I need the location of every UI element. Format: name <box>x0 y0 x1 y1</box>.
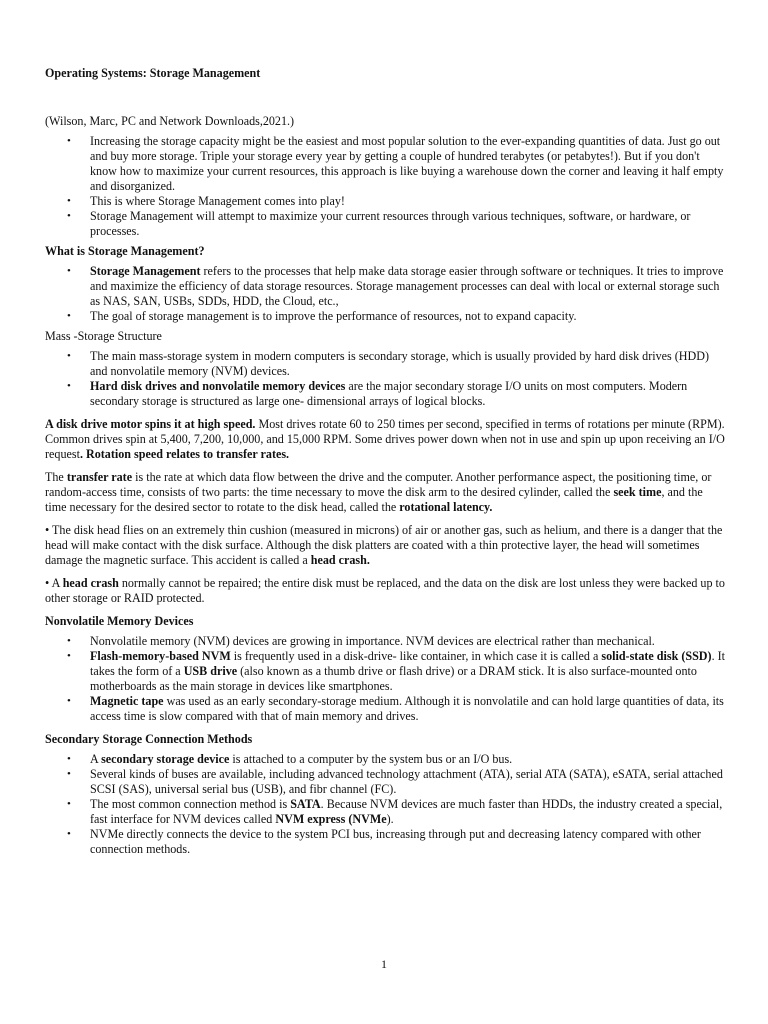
list-item: • Nonvolatile memory (NVM) devices are growing in importance. NVM devices are electrical rather than mechanical. <box>67 634 655 648</box>
bullet-icon: • <box>67 350 71 362</box>
storage-management-bullet-list <box>45 264 727 324</box>
paragraph-transfer-rate: The transfer rate is the rate at which data flow between the drive and the computer. Another performance aspect, the positioning time, or random-access time, consists of two parts: the time necessary to move the disk arm to the desired cylinder, called the seek time, and the time necessary for the desired sector to rotate to the disk head, called the rotational latency. <box>45 470 712 514</box>
list-item: • This is where Storage Management comes into play! <box>67 194 345 208</box>
paragraph-head-crash: • A head crash normally cannot be repaired; the entire disk must be replaced, and the data on the disk are lost unless they were backed up to other storage or RAID protected. <box>45 576 725 605</box>
bullet-icon: • <box>67 135 71 147</box>
bullet-icon: • <box>67 650 71 662</box>
section-heading-mass-storage: Mass -Storage Structure <box>45 329 162 343</box>
bullet-icon: • <box>67 753 71 765</box>
bullet-icon: • <box>67 828 71 840</box>
list-item: • Magnetic tape was used as an early secondary-storage medium. Although it is nonvolatile and can hold large quantities of data, its access time is slow compared with that of main memory and drives. <box>67 694 724 723</box>
list-item: • Hard disk drives and nonvolatile memory devices are the major secondary storage I/O units on most computers. Modern secondary storage is structured as large one- dimensional arrays of logical blocks. <box>67 379 688 408</box>
list-item: • NVMe directly connects the device to the system PCI bus, increasing through put and decreasing latency compared with other connection methods. <box>67 827 701 856</box>
list-item: • The goal of storage management is to improve the performance of resources, not to expand capacity. <box>67 309 577 323</box>
page-number: 1 <box>381 957 387 971</box>
bullet-icon: • <box>67 195 71 207</box>
bullet-icon: • <box>67 635 71 647</box>
bullet-icon: • <box>67 768 71 780</box>
connection-methods-bullet-list <box>45 752 727 857</box>
paragraph-disk-head: • The disk head flies on an extremely thin cushion (measured in microns) of air or another gas, such as helium, and there is a danger that the head will make contact with the disk surface. Although the disk platters are coated with a thin protective layer, the head will sometimes damage the magnetic surface. This accident is called a head crash. <box>45 523 723 567</box>
list-item: • Storage Management refers to the processes that help make data storage easier through software or techniques. It tries to improve and maximize the efficiency of data storage resources. Storage management processes can deal with local or external storage such as NAS, SAN, USBs, SDDs, HDD, the Cloud, etc., <box>67 264 724 308</box>
list-item: • Increasing the storage capacity might be the easiest and most popular solution to the ever-expanding quantities of data. Just go out and buy more storage. Triple your storage every year by getting a couple of hundred terabytes (or petabytes!). But if you don't know how to maximize your current resources, this approach is like buying a warehouse down the corner and leaving it half empty and disorganized. <box>67 134 724 193</box>
bullet-icon: • <box>67 380 71 392</box>
citation: (Wilson, Marc, PC and Network Downloads,2021.) <box>45 114 295 128</box>
section-heading-connection-methods: Secondary Storage Connection Methods <box>45 732 253 746</box>
list-item: • A secondary storage device is attached to a computer by the system bus or an I/O bus. <box>67 752 513 766</box>
list-item: • The most common connection method is SATA. Because NVM devices are much faster than HDDs, the industry created a special, fast interface for NVM devices called NVM express (NVMe). <box>67 797 723 826</box>
intro-bullet-list <box>45 134 727 239</box>
section-heading-what-is-storage-management: What is Storage Management? <box>45 244 205 258</box>
bullet-icon: • <box>67 798 71 810</box>
nvm-bullet-list <box>45 634 727 724</box>
document-title: Operating Systems: Storage Management <box>45 66 261 80</box>
document-page <box>45 66 727 862</box>
bullet-icon: • <box>67 695 71 707</box>
section-heading-nonvolatile-memory: Nonvolatile Memory Devices <box>45 614 194 628</box>
paragraph-disk-motor: A disk drive motor spins it at high speed. Most drives rotate 60 to 250 times per second, specified in terms of rotations per minute (RPM). Common drives spin at 5,400, 7,200, 10,000, and 15,000 RPM. Some drives power down when not in use and spin up upon receiving an I/O request. Rotation speed relates to transfer rates. <box>45 417 725 461</box>
list-item: • Several kinds of buses are available, including advanced technology attachment (ATA), serial ATA (SATA), eSATA, serial attached SCSI (SAS), universal serial bus (USB), and fibr channel (FC). <box>67 767 723 796</box>
bullet-icon: • <box>67 265 71 277</box>
list-item: • Flash-memory-based NVM is frequently used in a disk-drive- like container, in which case it is called a solid-state disk (SSD). It takes the form of a USB drive (also known as a thumb drive or flash drive) or a DRAM stick. It is also surface-mounted onto motherboards as the main storage in devices like smartphones. <box>67 649 726 693</box>
bullet-icon: • <box>67 310 71 322</box>
mass-storage-bullet-list <box>45 349 727 409</box>
list-item: • The main mass-storage system in modern computers is secondary storage, which is usually provided by hard disk drives (HDD) and nonvolatile memory (NVM) devices. <box>67 349 710 378</box>
bullet-icon: • <box>67 210 71 222</box>
list-item: • Storage Management will attempt to maximize your current resources through various techniques, software, or hardware, or processes. <box>67 209 691 238</box>
